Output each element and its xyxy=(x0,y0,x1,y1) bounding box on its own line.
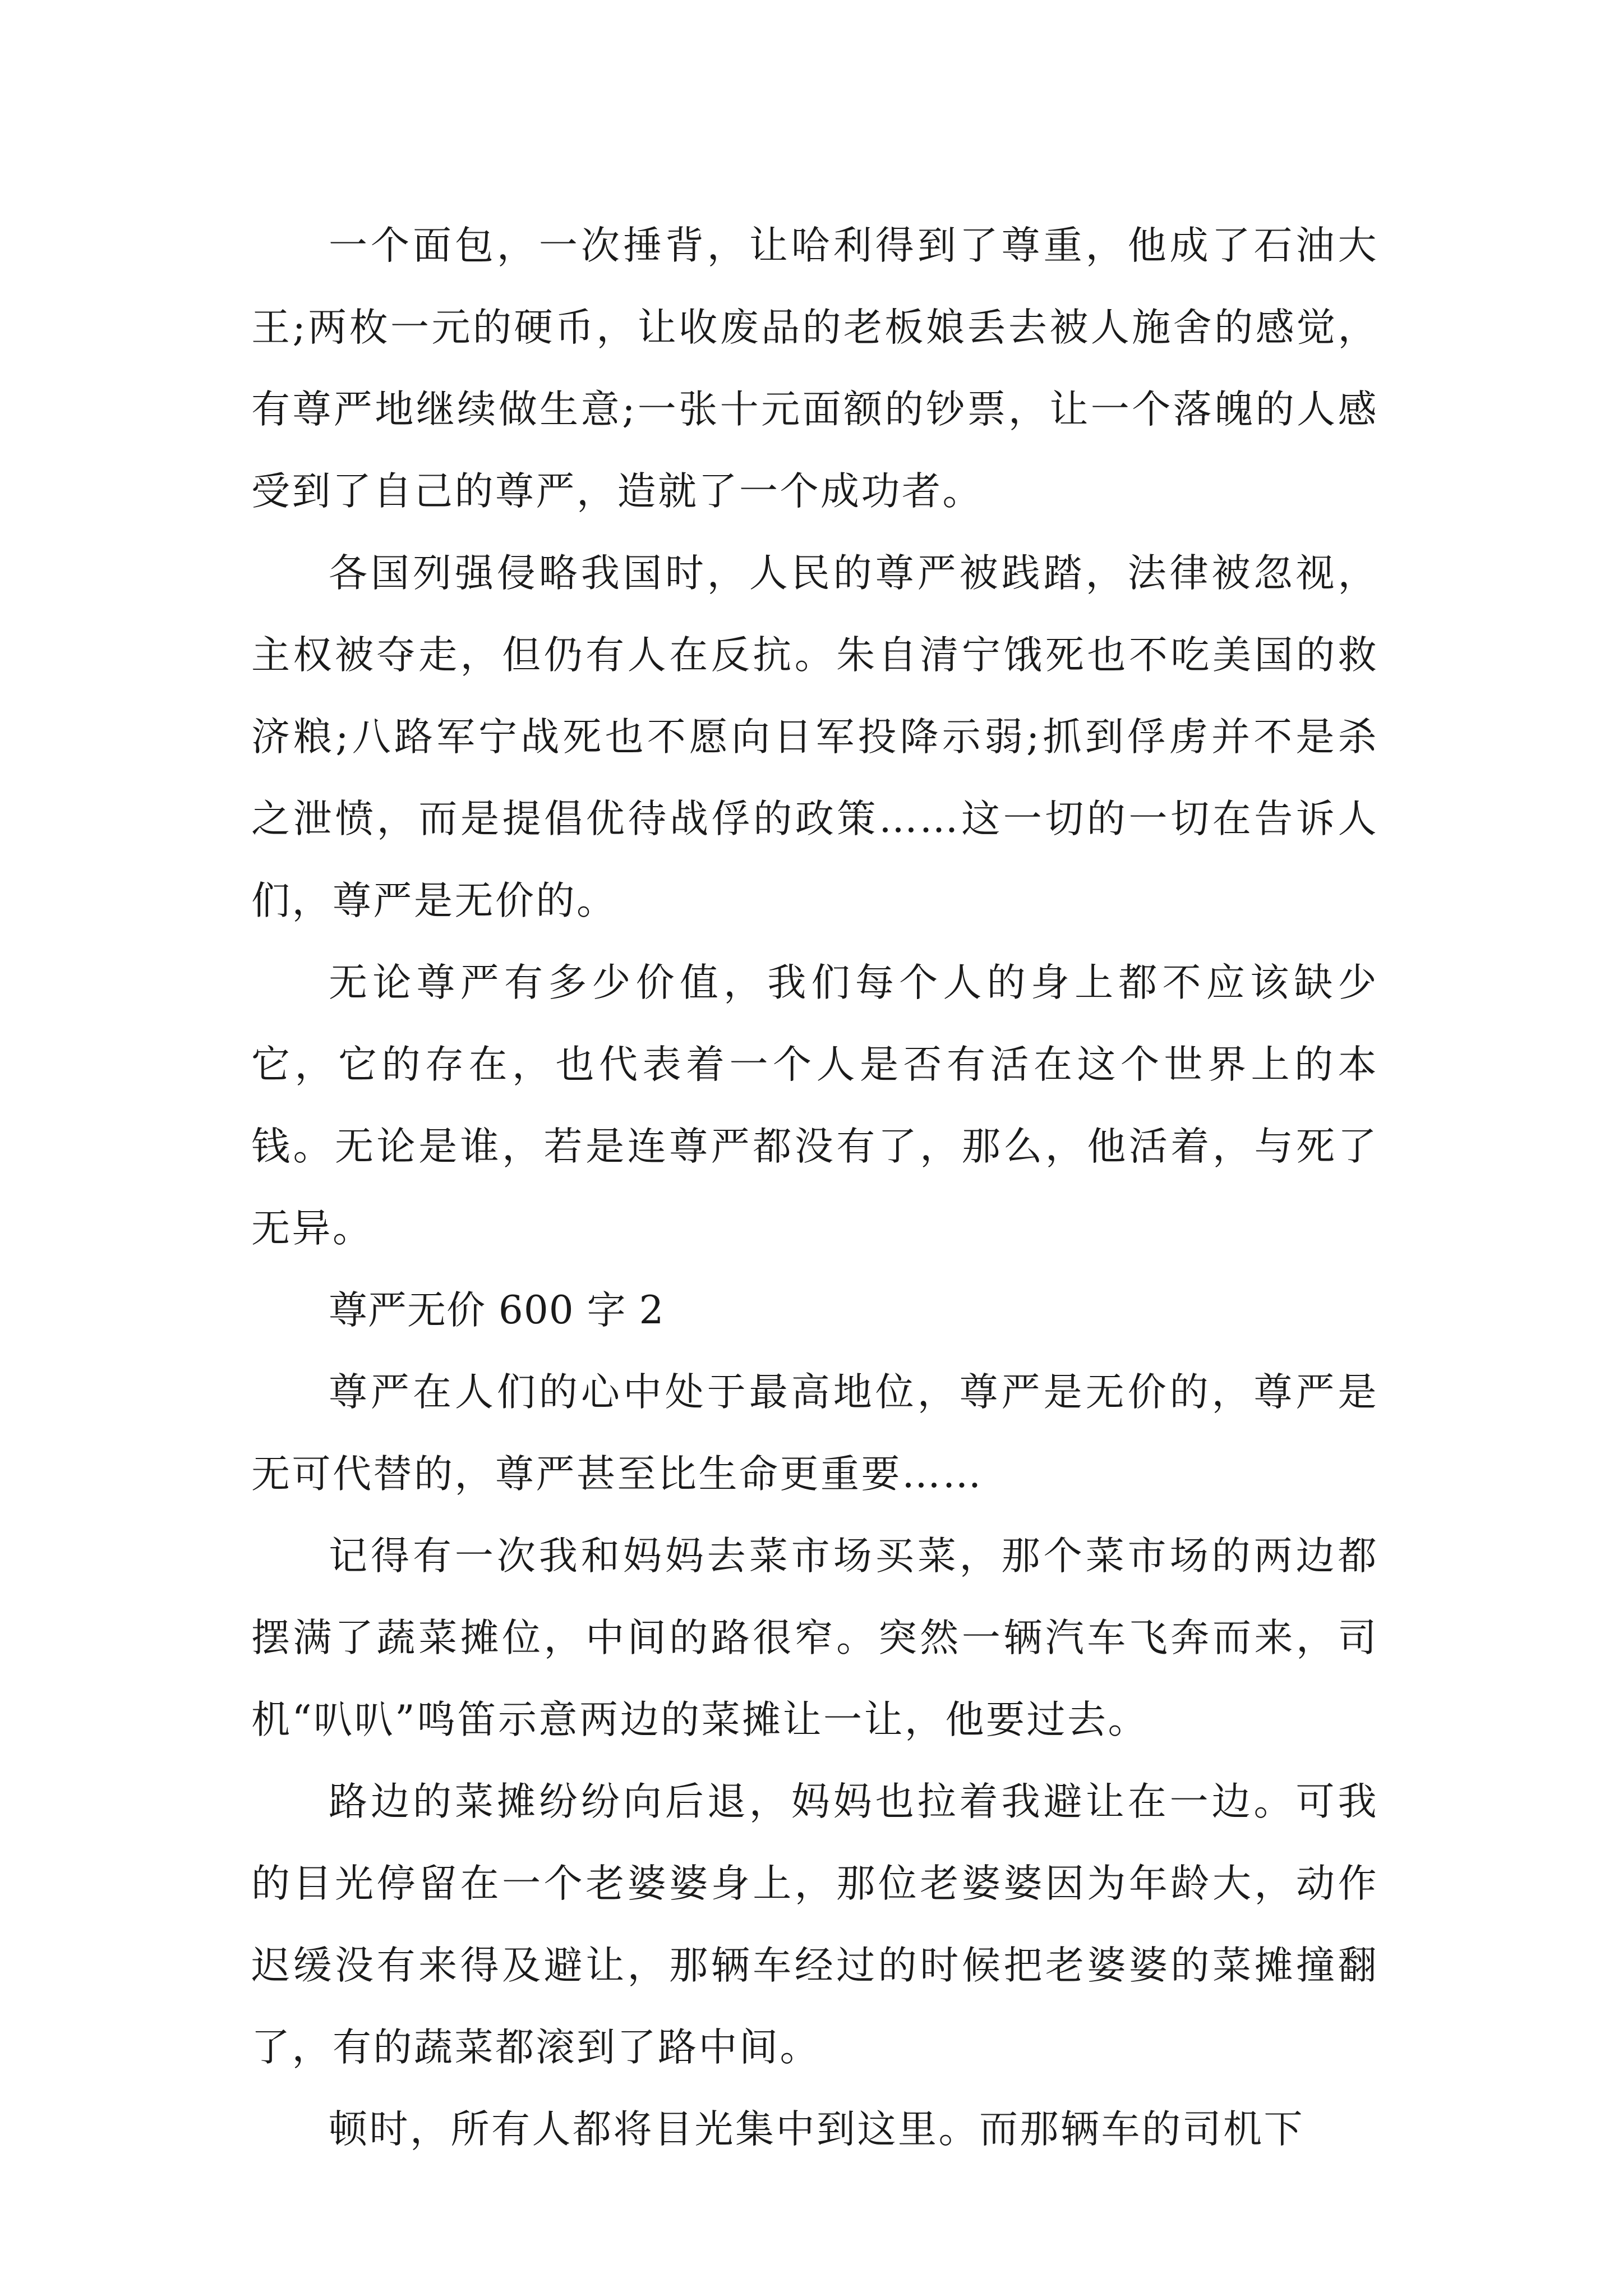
paragraph-old-woman: 路边的菜摊纷纷向后退，妈妈也拉着我避让在一边。可我的目光停留在一个老婆婆身上，那位老婆婆因为年龄大，动作迟缓没有来得及避让，那辆车经过的时候把老婆婆的菜摊撞翻了，有的蔬菜都滚到了路中间。 xyxy=(251,1779,1378,2070)
paragraph-bread-and-coins: 一个面包，一次捶背，让哈利得到了尊重，他成了石油大王;两枚一元的硬币，让收废品的老板娘丢去被人施舍的感觉，有尊严地继续做生意;一张十元面额的钞票，让一个落魄的人感受到了自己的尊严，造就了一个成功者。 xyxy=(251,223,1378,514)
paragraph-market-story: 记得有一次我和妈妈去菜市场买菜，那个菜市场的两边都摆满了蔬菜摊位，中间的路很窄。突然一辆汽车飞奔而来，司机“叭叭”鸣笛示意两边的菜摊让一让，他要过去。 xyxy=(251,1534,1378,1742)
paragraph-driver: 顿时，所有人都将目光集中到这里。而那辆车的司机下 xyxy=(329,2107,1304,2152)
paragraph-invasion-history: 各国列强侵略我国时，人民的尊严被践踏，法律被忽视，主权被夺走，但仍有人在反抗。朱自清宁饿死也不吃美国的救济粮;八路军宁战死也不愿向日军投降示弱;抓到俘虏并不是杀之泄愤，而是提倡优待战俘的政策……这一切的一切在告诉人们，尊严是无价的。 xyxy=(251,551,1378,923)
article-body xyxy=(251,205,1378,2170)
paragraph-dignity-value: 无论尊严有多少价值，我们每个人的身上都不应该缺少它，它的存在，也代表着一个人是否有活在这个世界上的本钱。无论是谁，若是连尊严都没有了，那么，他活着，与死了无异。 xyxy=(251,960,1378,1251)
paragraph-dignity-highest: 尊严在人们的心中处于最高地位，尊严是无价的，尊严是无可代替的，尊严甚至比生命更重要…… xyxy=(251,1370,1378,1497)
section-title: 尊严无价 600 字 2 xyxy=(329,1288,665,1333)
